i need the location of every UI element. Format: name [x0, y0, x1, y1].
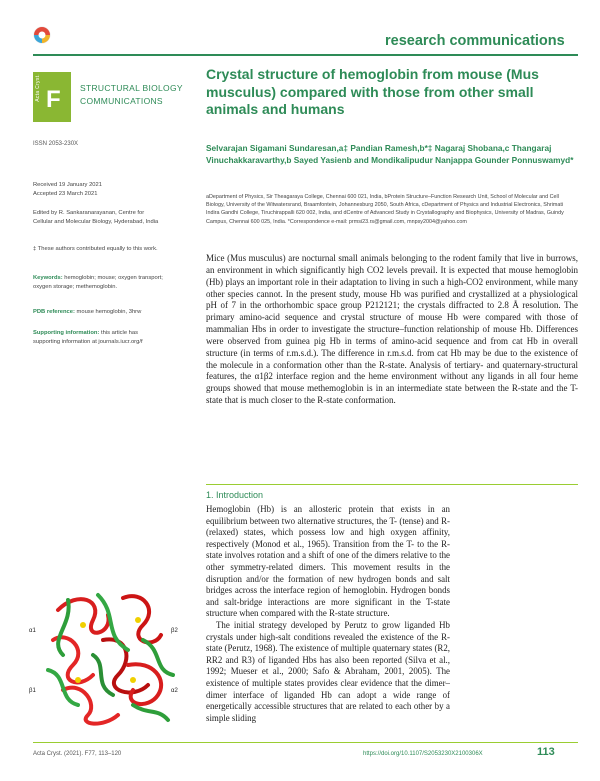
affiliations: aDepartment of Physics, Sir Theagaraya College, Chennai 600 021, India, bProtein Structure–Function Research Unit, School of Molecular and Cell Biology, University of the Witwatersrand, Braamfontein, Johannesburg 2050, South Africa, cDepartment of Physics and Industrial Electronics, Shrimati Indira Gandhi College, Tiruchirappalli 620 002, India, and dCentre of Advanced Study in Crystallography and Biophysics, University of Madras, Guindy Campus, Chennai 600 025, India. *Correspondence e-mail: prmsi23.rs@gmail.com, mnpsy2004@yahoo.com: [206, 194, 564, 225]
abstract: Mice (Mus musculus) are nocturnal small animals belonging to the rodent family that live in burrows, an environment in which significantly high CO2 levels prevail. It is expected that mouse hemoglobin (Hb) plays an important role in their adaptation to living in such a high-CO2 environment, while many other species cannot. In the present study, mouse Hb was purified and crystallized at a physiological pH of 7 in the orthorhombic space group P212121; the crystals diffracted to 2.8 Å resolution. The primary amino-acid sequence and crystal structure of mouse Hb were compared with those of mammalian Hbs in order to investigate the structure–function relationship of mouse Hb. Differences were observed from guinea pig Hb in terms of amino-acid sequence and from cat Hb in overall structure (in terms of r.m.s.d.). The difference in r.m.s.d. from cat Hb may be due to the existence of the molecule in a conformation other than the R-state. Analysis of tertiary- and quaternary-structural features, the α1β2 interface region and the heme environment without any ligands in all four heme groups showed that mouse methemoglobin is in an intermediate state between the R-state and the T-state that is much closer to the R-state conformation.: [206, 253, 578, 406]
page-number: 113: [537, 746, 555, 758]
equal-contribution-note: ‡ These authors contributed equally to this work.: [33, 246, 158, 252]
crossmark-icon[interactable]: [33, 26, 51, 44]
edited-by: Edited by R. Sankaranarayanan, Centre for Cellular and Molecular Biology, Hyderabad, India: [33, 210, 159, 225]
supporting-label: Supporting information:: [33, 330, 100, 336]
pdb-label: PDB reference:: [33, 309, 75, 315]
introduction-body: [206, 504, 450, 724]
article-title: Crystal structure of hemoglobin from mouse (Mus musculus) compared with those from other small animals and humans: [206, 66, 539, 117]
intro-rule: [206, 484, 578, 485]
pdb-text[interactable]: mouse hemoglobin, 3hrw: [76, 309, 142, 315]
hemoglobin-structure-figure: [29, 580, 183, 730]
issn: ISSN 2053-230X: [33, 141, 79, 147]
author-list: Selvarajan Sigamani Sundaresan,a‡ Pandian Ramesh,b*‡ Nagaraj Shobana,c Thangaraj Vinuchakkaravarthy,b Sayed Yasienb and Mondikalipudur Nanjappa Gounder Ponnuswamyd*: [206, 143, 574, 165]
logo-side-text: Acta Cryst.: [35, 74, 41, 102]
doi-link[interactable]: https://doi.org/10.1107/S2053230X2100306X: [363, 751, 483, 757]
intro-paragraph: The initial strategy developed by Perutz to grow liganded Hb crystals under high-salt conditions revealed the existence of the R-state (Perutz, 1968). The existence of multiple quaternary states (R2, RR2 and R3) of liganded Hbs has also been reported (Silva et al., 1992; Mueser et al., 2000; Safo & Abraham, 2001, 2005). The existence of multiple states provides clear evidence that the dimer–dimer interface of liganded Hb can adopt a wide range of energetically accessible structures that are related to each other by a simple sliding: [206, 619, 450, 723]
supporting-info: [33, 329, 163, 346]
section-heading-introduction: 1. Introduction: [206, 490, 264, 500]
received-date: Received 19 January 2021: [33, 182, 102, 188]
journal-name-line2: COMMUNICATIONS: [80, 96, 163, 106]
figure-label: β1: [29, 688, 36, 694]
footer-citation: Acta Cryst. (2021). F77, 113–120: [33, 751, 122, 757]
figure-label: α2: [171, 688, 178, 694]
figure-label: β2: [171, 628, 178, 634]
section-title: research communications: [385, 33, 565, 49]
keywords-text: hemoglobin; mouse; oxygen transport; oxygen storage; methemoglobin.: [33, 275, 163, 290]
supporting-text[interactable]: this article has supporting information at journals.iucr.org/f: [33, 330, 143, 345]
accepted-date: Accepted 23 March 2021: [33, 191, 98, 197]
journal-name-line1: STRUCTURAL BIOLOGY: [80, 83, 183, 93]
ribbon-diagram: [33, 580, 183, 730]
journal-name: [80, 82, 183, 108]
pdb-reference: [33, 308, 163, 317]
logo-letter: F: [46, 86, 61, 113]
header-rule: [33, 54, 578, 56]
journal-logo: [33, 72, 71, 122]
keywords: [33, 274, 163, 291]
keywords-label: Keywords:: [33, 275, 63, 281]
intro-paragraph: Hemoglobin (Hb) is an allosteric protein that exists in an equilibrium between two alternative structures, the T- (tense) and R- (relaxed) states, which possess low and high oxygen affinity, respectively (Monod et al., 1965). Transition from the T- to the R-state involves rotation and a shift of one of the dimers relative to the other symmetry-related dimers. This movement results in the disruption and/or the formation of new hydrogen bonds and salt bridges across the interface region of hemoglobin. Hydrogen bonds and salt-bridge interactions are more significant in the T-state structure when compared with the R-state structure.: [206, 504, 450, 619]
figure-label: α1: [29, 628, 36, 634]
footer-rule: [33, 742, 578, 743]
